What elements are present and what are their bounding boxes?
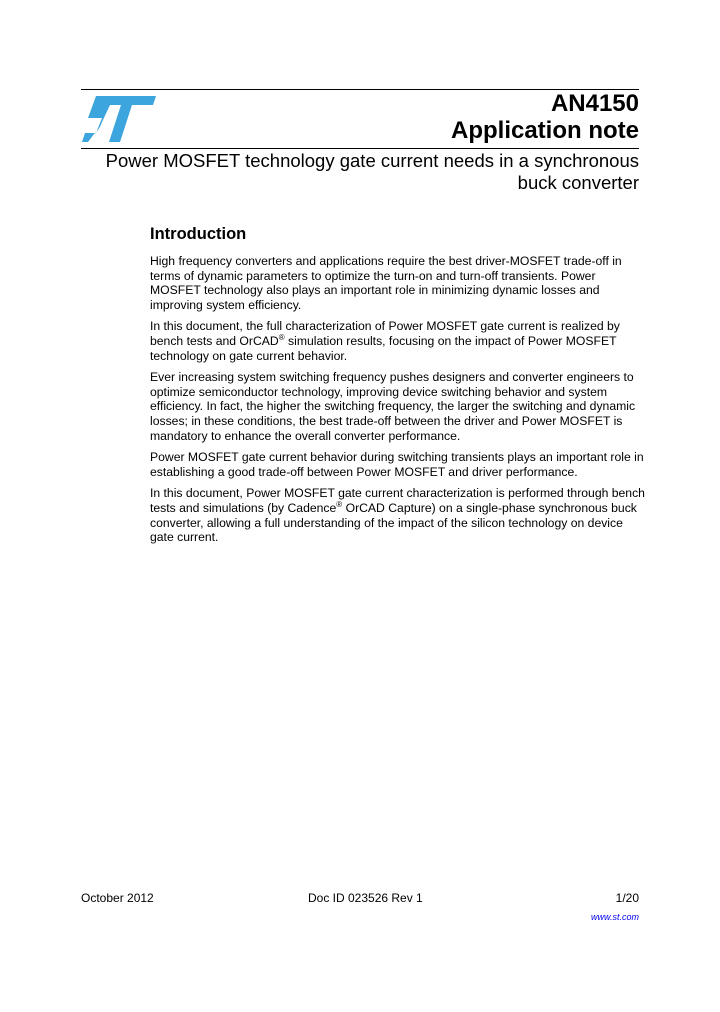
paragraph-line: bench tests and OrCAD® simulation results, focusing on the impact of Power MOSFET bbox=[150, 332, 617, 348]
paragraph-line: MOSFET technology also plays an important role in minimizing dynamic losses and bbox=[150, 283, 600, 298]
document-type: Application note bbox=[451, 117, 639, 144]
section-heading: Introduction bbox=[150, 225, 247, 243]
introduction-body bbox=[150, 254, 645, 552]
paragraph-line: Power MOSFET gate current behavior during switching transients plays an important role in bbox=[150, 450, 644, 465]
paragraph bbox=[150, 370, 645, 443]
paragraph bbox=[150, 486, 645, 544]
paragraph bbox=[150, 254, 645, 312]
document-number: AN4150 bbox=[550, 90, 639, 117]
paragraph-line: tests and simulations (by Cadence® OrCAD Capture) on a single-phase synchronous buck bbox=[150, 499, 637, 515]
paragraph-line: converter, allowing a full understanding of the impact of the silicon technology on device bbox=[150, 515, 623, 530]
st-logo bbox=[82, 96, 156, 142]
paragraph-line: High frequency converters and applications require the best driver-MOSFET trade-off in bbox=[150, 254, 622, 268]
paragraph-line: terms of dynamic parameters to optimize the turn-on and turn-off transients. Power bbox=[150, 268, 596, 283]
paragraph-line: gate current. bbox=[150, 530, 219, 545]
paragraph bbox=[150, 450, 645, 479]
paragraph-line: In this document, the full characterization of Power MOSFET gate current is realized by bbox=[150, 319, 620, 334]
subtitle-line: Power MOSFET technology gate current needs in a synchronous bbox=[105, 150, 639, 171]
paragraph-line: In this document, Power MOSFET gate current characterization is performed through bench bbox=[150, 486, 645, 501]
paragraph-line: efficiency. In fact, the higher the switching frequency, the larger the switching and dynamic bbox=[150, 399, 636, 414]
footer-date: October 2012 bbox=[81, 891, 154, 905]
paragraph-line: optimize semiconductor technology, improving device switching behavior and system bbox=[150, 384, 608, 399]
paragraph-line: mandatory to enhance the overall converter performance. bbox=[150, 428, 461, 443]
paragraph-line: improving system efficiency. bbox=[150, 297, 302, 312]
footer-page-number: 1/20 bbox=[615, 891, 639, 905]
subtitle-line: buck converter bbox=[517, 172, 639, 193]
paragraph-line: losses; in these conditions, the best trade-off between the driver and Power MOSFET is bbox=[150, 413, 623, 428]
paragraph bbox=[150, 319, 645, 363]
paragraph-line: Ever increasing system switching frequency pushes designers and converter engineers to bbox=[150, 370, 634, 385]
paragraph-line: establishing a good trade-off between Power MOSFET and driver performance. bbox=[150, 464, 578, 479]
website-link[interactable]: www.st.com bbox=[590, 912, 639, 922]
title-rule bbox=[81, 148, 639, 149]
paragraph-line: technology on gate current behavior. bbox=[150, 348, 348, 363]
footer-doc-id: Doc ID 023526 Rev 1 bbox=[308, 891, 423, 905]
document-subtitle bbox=[106, 150, 639, 194]
